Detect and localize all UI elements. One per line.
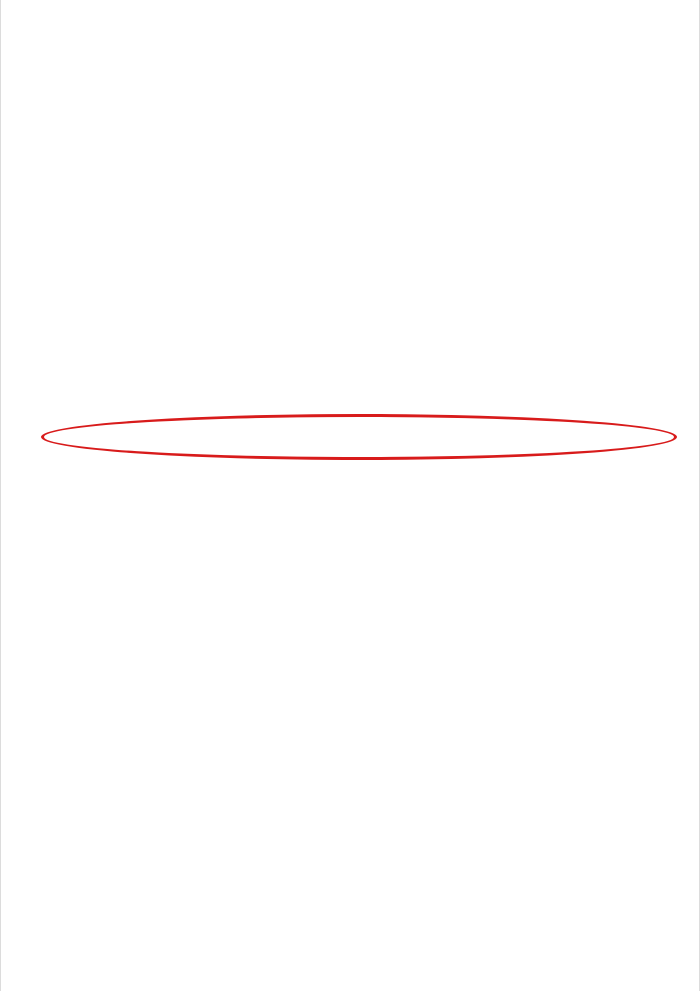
section-banner	[135, 419, 577, 435]
